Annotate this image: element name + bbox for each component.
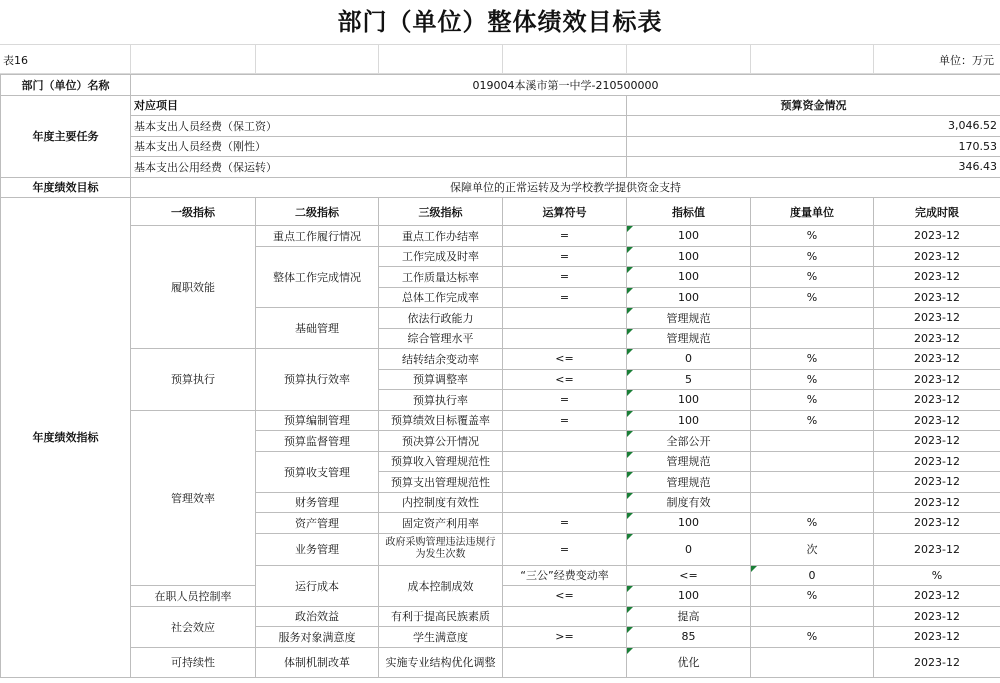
unit-cell: % bbox=[751, 410, 874, 431]
value-cell: 100 bbox=[627, 390, 751, 411]
level3-cell: 有利于提高民族素质 bbox=[379, 606, 503, 627]
goal-label: 年度绩效目标 bbox=[1, 177, 131, 198]
value-cell: 100 bbox=[627, 267, 751, 288]
unit-cell bbox=[751, 492, 874, 513]
deadline-cell: 2023-12 bbox=[874, 533, 1000, 565]
deadline-cell: 2023-12 bbox=[874, 431, 1000, 452]
task-amount: 170.53 bbox=[627, 136, 1000, 157]
level2-cell: 整体工作完成情况 bbox=[256, 246, 379, 308]
unit-cell: % bbox=[751, 267, 874, 288]
unit-cell bbox=[751, 308, 874, 329]
tasks-col-project: 对应项目 bbox=[131, 95, 627, 116]
dept-row bbox=[1, 75, 1000, 96]
level3-cell: 结转结余变动率 bbox=[379, 349, 503, 370]
level3-cell: 工作完成及时率 bbox=[379, 246, 503, 267]
level2-cell: 预算监督管理 bbox=[256, 431, 379, 452]
level2-cell: 政治效益 bbox=[256, 606, 379, 627]
header-unit: 度量单位 bbox=[751, 198, 874, 226]
unit-cell: % bbox=[751, 586, 874, 607]
value-cell: 0 bbox=[751, 565, 874, 586]
operator-cell: = bbox=[503, 513, 627, 534]
operator-cell: >= bbox=[503, 627, 627, 648]
value-cell: 管理规范 bbox=[627, 472, 751, 493]
deadline-cell: 2023-12 bbox=[874, 308, 1000, 329]
tasks-label: 年度主要任务 bbox=[1, 95, 131, 177]
level3-cell: 学生满意度 bbox=[379, 627, 503, 648]
value-cell: 管理规范 bbox=[627, 308, 751, 329]
value-cell: 管理规范 bbox=[627, 328, 751, 349]
level2-cell: 预算收支管理 bbox=[256, 451, 379, 492]
unit-cell bbox=[751, 451, 874, 472]
level3-cell: 重点工作办结率 bbox=[379, 226, 503, 247]
level2-cell: 重点工作履行情况 bbox=[256, 226, 379, 247]
deadline-cell: 2023-12 bbox=[874, 586, 1000, 607]
level2-cell: 成本控制成效 bbox=[379, 565, 503, 606]
level3-cell: 固定资产利用率 bbox=[379, 513, 503, 534]
unit-cell: % bbox=[874, 565, 1000, 586]
level3-cell: 实施专业结构优化调整 bbox=[379, 647, 503, 677]
deadline-cell: 2023-12 bbox=[874, 369, 1000, 390]
level3-cell: 总体工作完成率 bbox=[379, 287, 503, 308]
level1-cell: 可持续性 bbox=[131, 647, 256, 677]
unit-cell: % bbox=[751, 287, 874, 308]
level3-cell: 内控制度有效性 bbox=[379, 492, 503, 513]
operator-cell: = bbox=[503, 226, 627, 247]
goal-row bbox=[1, 177, 1000, 198]
value-cell: 100 bbox=[627, 410, 751, 431]
indicator-row bbox=[1, 410, 1000, 431]
performance-table bbox=[0, 74, 1000, 678]
level2-cell: 资产管理 bbox=[256, 513, 379, 534]
value-cell: 100 bbox=[627, 586, 751, 607]
value-cell: 优化 bbox=[627, 647, 751, 677]
unit-cell: % bbox=[751, 349, 874, 370]
level3-cell: 政府采购管理违法违规行为发生次数 bbox=[379, 533, 503, 565]
level3-cell: 预算收入管理规范性 bbox=[379, 451, 503, 472]
sub-header-row bbox=[0, 44, 1000, 74]
deadline-cell: 2023-12 bbox=[874, 513, 1000, 534]
operator-cell: <= bbox=[503, 349, 627, 370]
unit-cell bbox=[751, 431, 874, 452]
deadline-cell: 2023-12 bbox=[874, 472, 1000, 493]
level1-cell: 履职效能 bbox=[131, 226, 256, 349]
level3-cell: “三公”经费变动率 bbox=[503, 565, 627, 586]
value-cell: 0 bbox=[627, 533, 751, 565]
task-row bbox=[1, 157, 1000, 178]
table-number: 表16 bbox=[3, 54, 28, 67]
deadline-cell: 2023-12 bbox=[874, 606, 1000, 627]
header-value: 指标值 bbox=[627, 198, 751, 226]
header-deadline: 完成时限 bbox=[874, 198, 1000, 226]
dept-label: 部门（单位）名称 bbox=[1, 75, 131, 96]
value-cell: 100 bbox=[627, 287, 751, 308]
deadline-cell: 2023-12 bbox=[874, 328, 1000, 349]
operator-cell: = bbox=[503, 533, 627, 565]
task-name: 基本支出人员经费（保工资） bbox=[131, 116, 627, 137]
value-cell: 100 bbox=[627, 246, 751, 267]
level1-cell: 运行成本 bbox=[256, 565, 379, 606]
operator-cell: = bbox=[503, 246, 627, 267]
operator-cell bbox=[503, 308, 627, 329]
value-cell: 85 bbox=[627, 627, 751, 648]
level1-cell: 社会效应 bbox=[131, 606, 256, 647]
deadline-cell: 2023-12 bbox=[874, 647, 1000, 677]
task-amount: 3,046.52 bbox=[627, 116, 1000, 137]
deadline-cell: 2023-12 bbox=[874, 410, 1000, 431]
indicator-row bbox=[1, 349, 1000, 370]
level3-cell: 预决算公开情况 bbox=[379, 431, 503, 452]
operator-cell bbox=[503, 451, 627, 472]
indicator-row bbox=[1, 606, 1000, 627]
level2-cell: 财务管理 bbox=[256, 492, 379, 513]
level3-cell: 预算调整率 bbox=[379, 369, 503, 390]
operator-cell bbox=[503, 492, 627, 513]
unit-cell: 次 bbox=[751, 533, 874, 565]
unit-cell: % bbox=[751, 513, 874, 534]
value-cell: 全部公开 bbox=[627, 431, 751, 452]
value-cell: 制度有效 bbox=[627, 492, 751, 513]
indicator-row bbox=[1, 647, 1000, 677]
level2-cell: 基础管理 bbox=[256, 308, 379, 349]
value-cell: 100 bbox=[627, 513, 751, 534]
level2-cell: 业务管理 bbox=[256, 533, 379, 565]
unit-cell bbox=[751, 606, 874, 627]
header-level1: 一级指标 bbox=[131, 198, 256, 226]
operator-cell bbox=[503, 647, 627, 677]
deadline-cell: 2023-12 bbox=[874, 349, 1000, 370]
deadline-cell: 2023-12 bbox=[874, 492, 1000, 513]
deadline-cell: 2023-12 bbox=[874, 287, 1000, 308]
header-level2: 二级指标 bbox=[256, 198, 379, 226]
operator-cell bbox=[503, 606, 627, 627]
header-level3: 三级指标 bbox=[379, 198, 503, 226]
operator-cell: <= bbox=[627, 565, 751, 586]
level2-cell: 预算编制管理 bbox=[256, 410, 379, 431]
tasks-header-row bbox=[1, 95, 1000, 116]
deadline-cell: 2023-12 bbox=[874, 226, 1000, 247]
level3-cell: 依法行政能力 bbox=[379, 308, 503, 329]
header-operator: 运算符号 bbox=[503, 198, 627, 226]
deadline-cell: 2023-12 bbox=[874, 451, 1000, 472]
value-cell: 5 bbox=[627, 369, 751, 390]
level2-cell: 预算执行效率 bbox=[256, 349, 379, 411]
indicator-row bbox=[1, 226, 1000, 247]
level2-cell: 体制机制改革 bbox=[256, 647, 379, 677]
value-cell: 管理规范 bbox=[627, 451, 751, 472]
level3-cell: 综合管理水平 bbox=[379, 328, 503, 349]
level3-cell: 在职人员控制率 bbox=[131, 586, 256, 607]
task-name: 基本支出人员经费（刚性） bbox=[131, 136, 627, 157]
unit-cell: % bbox=[751, 246, 874, 267]
level1-cell: 预算执行 bbox=[131, 349, 256, 411]
level1-cell: 管理效率 bbox=[131, 410, 256, 586]
deadline-cell: 2023-12 bbox=[874, 390, 1000, 411]
page-title: 部门（单位）整体绩效目标表 bbox=[337, 8, 663, 36]
operator-cell bbox=[503, 431, 627, 452]
dept-value: 019004本溪市第一中学-210500000 bbox=[131, 75, 1000, 96]
unit-cell: % bbox=[751, 369, 874, 390]
unit-cell: % bbox=[751, 627, 874, 648]
level3-cell: 预算执行率 bbox=[379, 390, 503, 411]
unit-cell bbox=[751, 472, 874, 493]
deadline-cell: 2023-12 bbox=[874, 627, 1000, 648]
task-row bbox=[1, 136, 1000, 157]
deadline-cell: 2023-12 bbox=[874, 246, 1000, 267]
value-cell: 提高 bbox=[627, 606, 751, 627]
operator-cell bbox=[503, 472, 627, 493]
operator-cell: = bbox=[503, 287, 627, 308]
unit-cell: % bbox=[751, 226, 874, 247]
unit-cell bbox=[751, 647, 874, 677]
task-row bbox=[1, 116, 1000, 137]
operator-cell: = bbox=[503, 390, 627, 411]
task-name: 基本支出公用经费（保运转） bbox=[131, 157, 627, 178]
operator-cell: = bbox=[503, 267, 627, 288]
tasks-col-budget: 预算资金情况 bbox=[627, 95, 1000, 116]
task-amount: 346.43 bbox=[627, 157, 1000, 178]
operator-cell: <= bbox=[503, 586, 627, 607]
level3-cell: 预算支出管理规范性 bbox=[379, 472, 503, 493]
level3-cell: 工作质量达标率 bbox=[379, 267, 503, 288]
operator-cell: = bbox=[503, 410, 627, 431]
indicator-header-row bbox=[1, 198, 1000, 226]
operator-cell: <= bbox=[503, 369, 627, 390]
unit-label: 单位：万元 bbox=[939, 54, 994, 67]
unit-cell: % bbox=[751, 390, 874, 411]
goal-value: 保障单位的正常运转及为学校教学提供资金支持 bbox=[131, 177, 1000, 198]
level3-cell: 预算绩效目标覆盖率 bbox=[379, 410, 503, 431]
level2-cell: 服务对象满意度 bbox=[256, 627, 379, 648]
unit-cell bbox=[751, 328, 874, 349]
indicators-label: 年度绩效指标 bbox=[1, 198, 131, 678]
value-cell: 100 bbox=[627, 226, 751, 247]
deadline-cell: 2023-12 bbox=[874, 267, 1000, 288]
value-cell: 0 bbox=[627, 349, 751, 370]
operator-cell bbox=[503, 328, 627, 349]
